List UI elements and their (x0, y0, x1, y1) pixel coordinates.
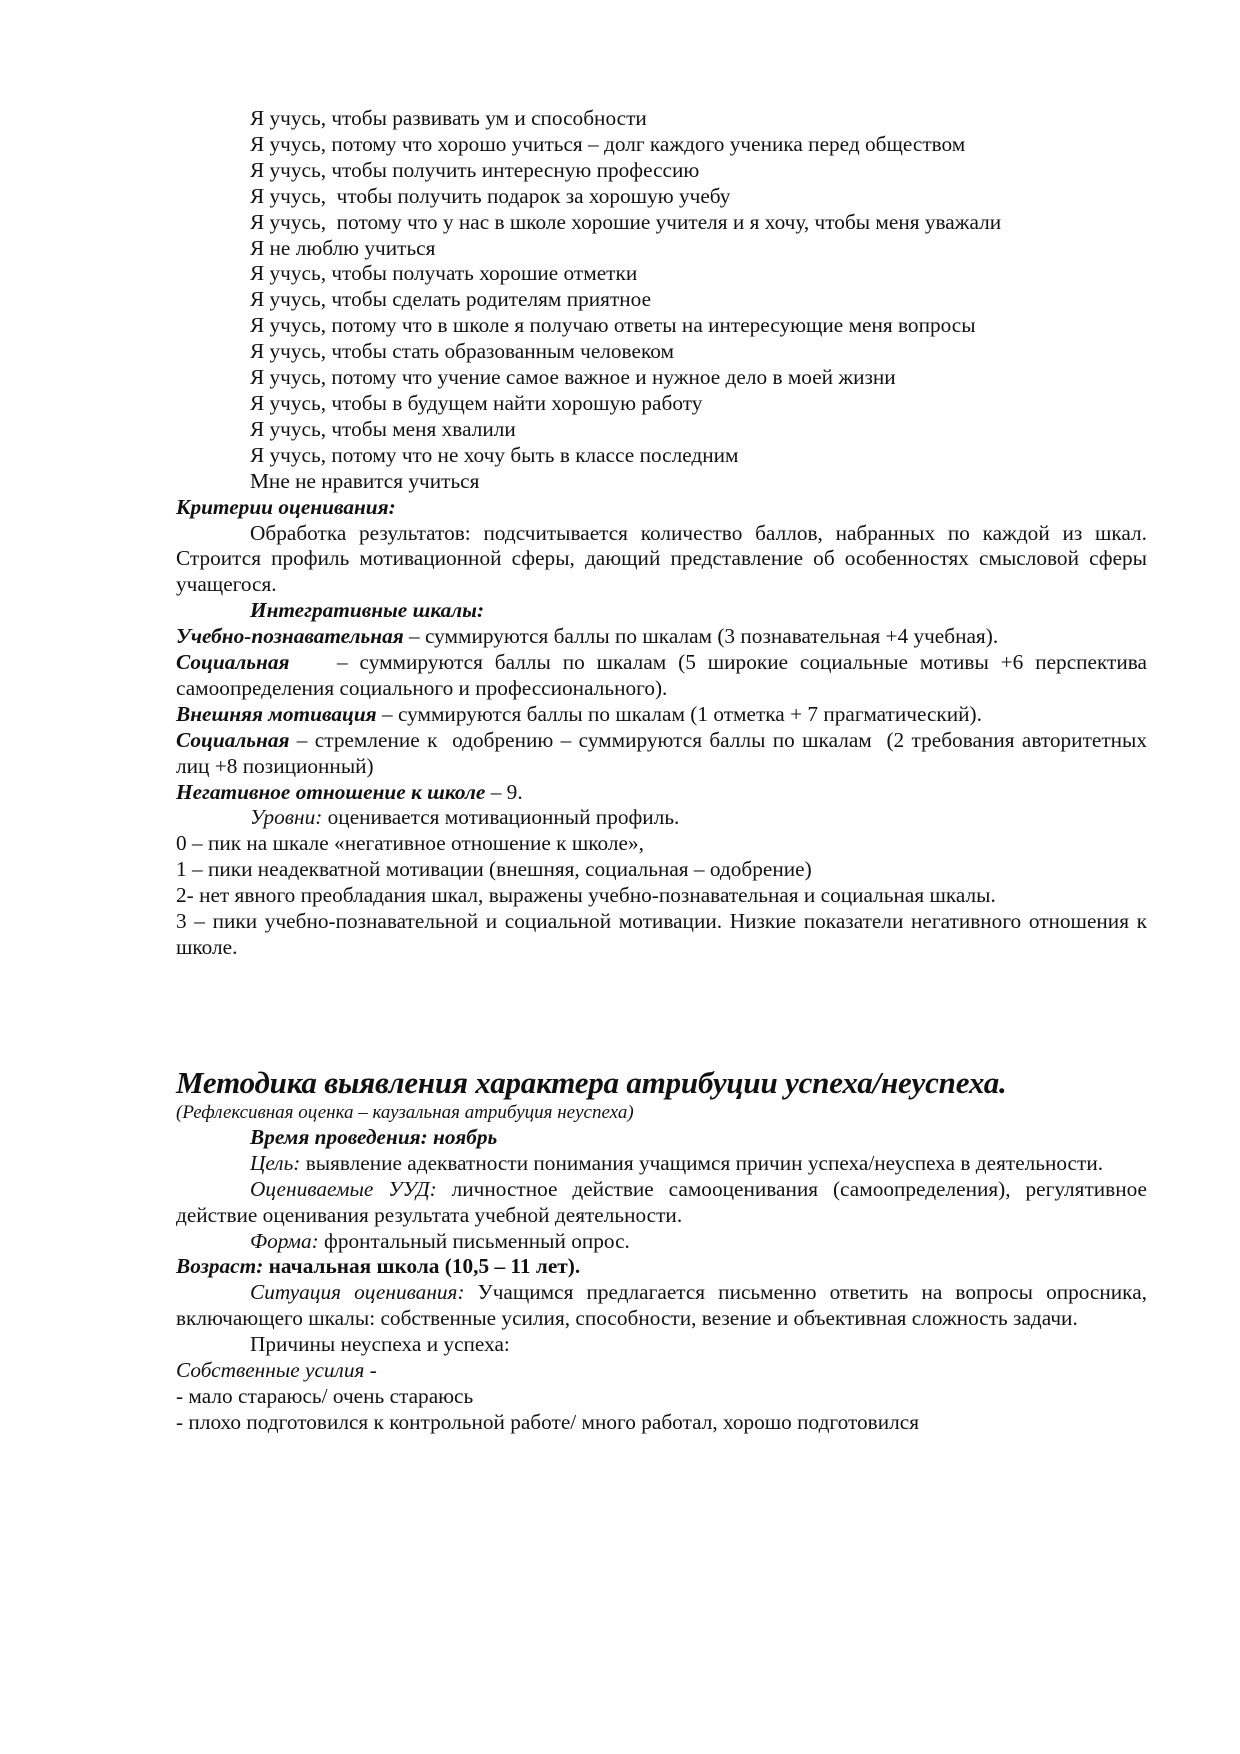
criteria-heading: Критерии оценивания: (176, 494, 396, 519)
uud-paragraph (176, 1177, 1147, 1229)
levels-intro: оценивается мотивационный профиль. (322, 805, 680, 830)
level-item: 2- нет явного преобладания шкал, выражены учебно-познавательная и социальная шкалы. (176, 883, 996, 908)
statement-item: Я учусь, чтобы стать образованным человеком (250, 339, 674, 364)
processing-paragraph: Обработка результатов: подсчитывается количество баллов, набранных по каждой из шкал. Строится профиль мотивационной сферы, дающий представление об особенностях смысловой сферы учащегося. (176, 520, 1147, 597)
scale-definition (176, 650, 1153, 702)
method-time: Время проведения: ноябрь (250, 1124, 498, 1149)
situation-text: Учащимся предлагается письменно ответить на вопросы опросника, включающего шкалы: собственные усилия, способности, везение и объективная сложность задачи. (176, 1280, 1147, 1331)
statement-item: Я учусь, потому что у нас в школе хорошие учителя и я хочу, чтобы меня уважали (250, 209, 1002, 234)
integrative-scales-heading: Интегративные шкалы: (250, 598, 485, 623)
statement-item: Я учусь, потому что не хочу быть в классе последним (250, 442, 739, 467)
document-page (176, 106, 1153, 1436)
scale-text: – суммируются баллы по шкалам (1 отметка + 7 прагматический). (376, 701, 982, 726)
method-subtitle: (Рефлексивная оценка – каузальная атрибуция неуспеха) (176, 1101, 634, 1123)
form-label: Форма: (250, 1228, 319, 1253)
statement-item: Я учусь, чтобы получить подарок за хорошую учебу (250, 183, 731, 208)
scale-name: Негативное отношение к школе (176, 779, 486, 804)
situation-paragraph (176, 1280, 1147, 1332)
scale-definition (176, 780, 1147, 806)
uud-label: Оцениваемые УУД: (250, 1176, 437, 1201)
level-item: 3 – пики учебно-познавательной и социальной мотивации. Низкие показатели негативного отношения к школе. (176, 909, 1147, 959)
section-spacer (176, 961, 1147, 1065)
effort-item: - мало стараюсь/ очень стараюсь (176, 1383, 474, 1408)
statement-item: Я учусь, потому что в школе я получаю ответы на интересующие меня вопросы (250, 313, 976, 338)
levels-label: Уровни: (250, 805, 323, 830)
scale-definition (176, 624, 1147, 650)
level-item: 1 – пики неадекватной мотивации (внешняя, социальная – одобрение) (176, 857, 812, 882)
scale-definition (176, 702, 1147, 728)
statement-item: Я учусь, чтобы получать хорошие отметки (250, 261, 638, 286)
levels-paragraph (176, 805, 1147, 831)
goal-paragraph (176, 1151, 1147, 1177)
statement-item: Я учусь, потому что учение самое важное и нужное дело в моей жизни (250, 365, 896, 390)
statement-list (176, 106, 1147, 495)
situation-label: Ситуация оценивания: (250, 1280, 465, 1305)
form-paragraph (176, 1229, 1147, 1255)
uud-text: личностное действие самооценивания (самоопределения), регулятивное действие оценивания результата учебной деятельности. (176, 1176, 1147, 1227)
goal-text: выявление адекватности понимания учащимся причин успеха/неуспеха в деятельности. (300, 1150, 1104, 1175)
effort-label: Собственные усилия - (176, 1358, 377, 1383)
statement-item: Я учусь, потому что хорошо учиться – долг каждого ученика перед обществом (250, 131, 966, 156)
statement-item: Я учусь, чтобы сделать родителям приятное (250, 287, 652, 312)
scale-text: – суммируются баллы по шкалам (3 познавательная +4 учебная). (403, 624, 999, 649)
scale-text: – 9. (485, 779, 523, 804)
statement-item: Я не люблю учиться (250, 235, 436, 260)
age-paragraph (176, 1254, 1147, 1280)
scale-name: Социальная (176, 727, 290, 752)
statement-item: Я учусь, чтобы меня хвалили (250, 416, 516, 441)
level-item: 0 – пик на шкале «негативное отношение к школе», (176, 831, 644, 856)
age-text: начальная школа (10,5 – 11 лет). (263, 1254, 581, 1279)
effort-item: - плохо подготовился к контрольной работе/ много работал, хорошо подготовился (176, 1409, 919, 1434)
scale-name: Внешняя мотивация (176, 701, 377, 726)
scale-text: – суммируются баллы по шкалам (5 широкие социальные мотивы +6 перспектива самоопределения социального и профессионального). (176, 650, 1153, 700)
age-label: Возраст: (176, 1254, 264, 1279)
statement-item: Я учусь, чтобы в будущем найти хорошую работу (250, 390, 703, 415)
statement-item: Я учусь, чтобы получить интересную профессию (250, 157, 700, 182)
scale-name: Социальная (176, 650, 290, 675)
form-text: фронтальный письменный опрос. (318, 1228, 630, 1253)
scale-definition (176, 727, 1153, 780)
statement-item: Я учусь, чтобы развивать ум и способности (250, 106, 647, 130)
causes-intro: Причины неуспеха и успеха: (250, 1332, 510, 1357)
scale-text: – стремление к одобрению – суммируются баллы по шкалам (2 требования авторитетных лиц +8 позиционный) (176, 727, 1153, 778)
goal-label: Цель: (250, 1150, 301, 1175)
statement-item: Мне не нравится учиться (250, 468, 480, 493)
method-title: Методика выявления характера атрибуции успеха/неуспеха. (176, 1064, 1007, 1100)
scale-name: Учебно-познавательная (176, 624, 404, 649)
